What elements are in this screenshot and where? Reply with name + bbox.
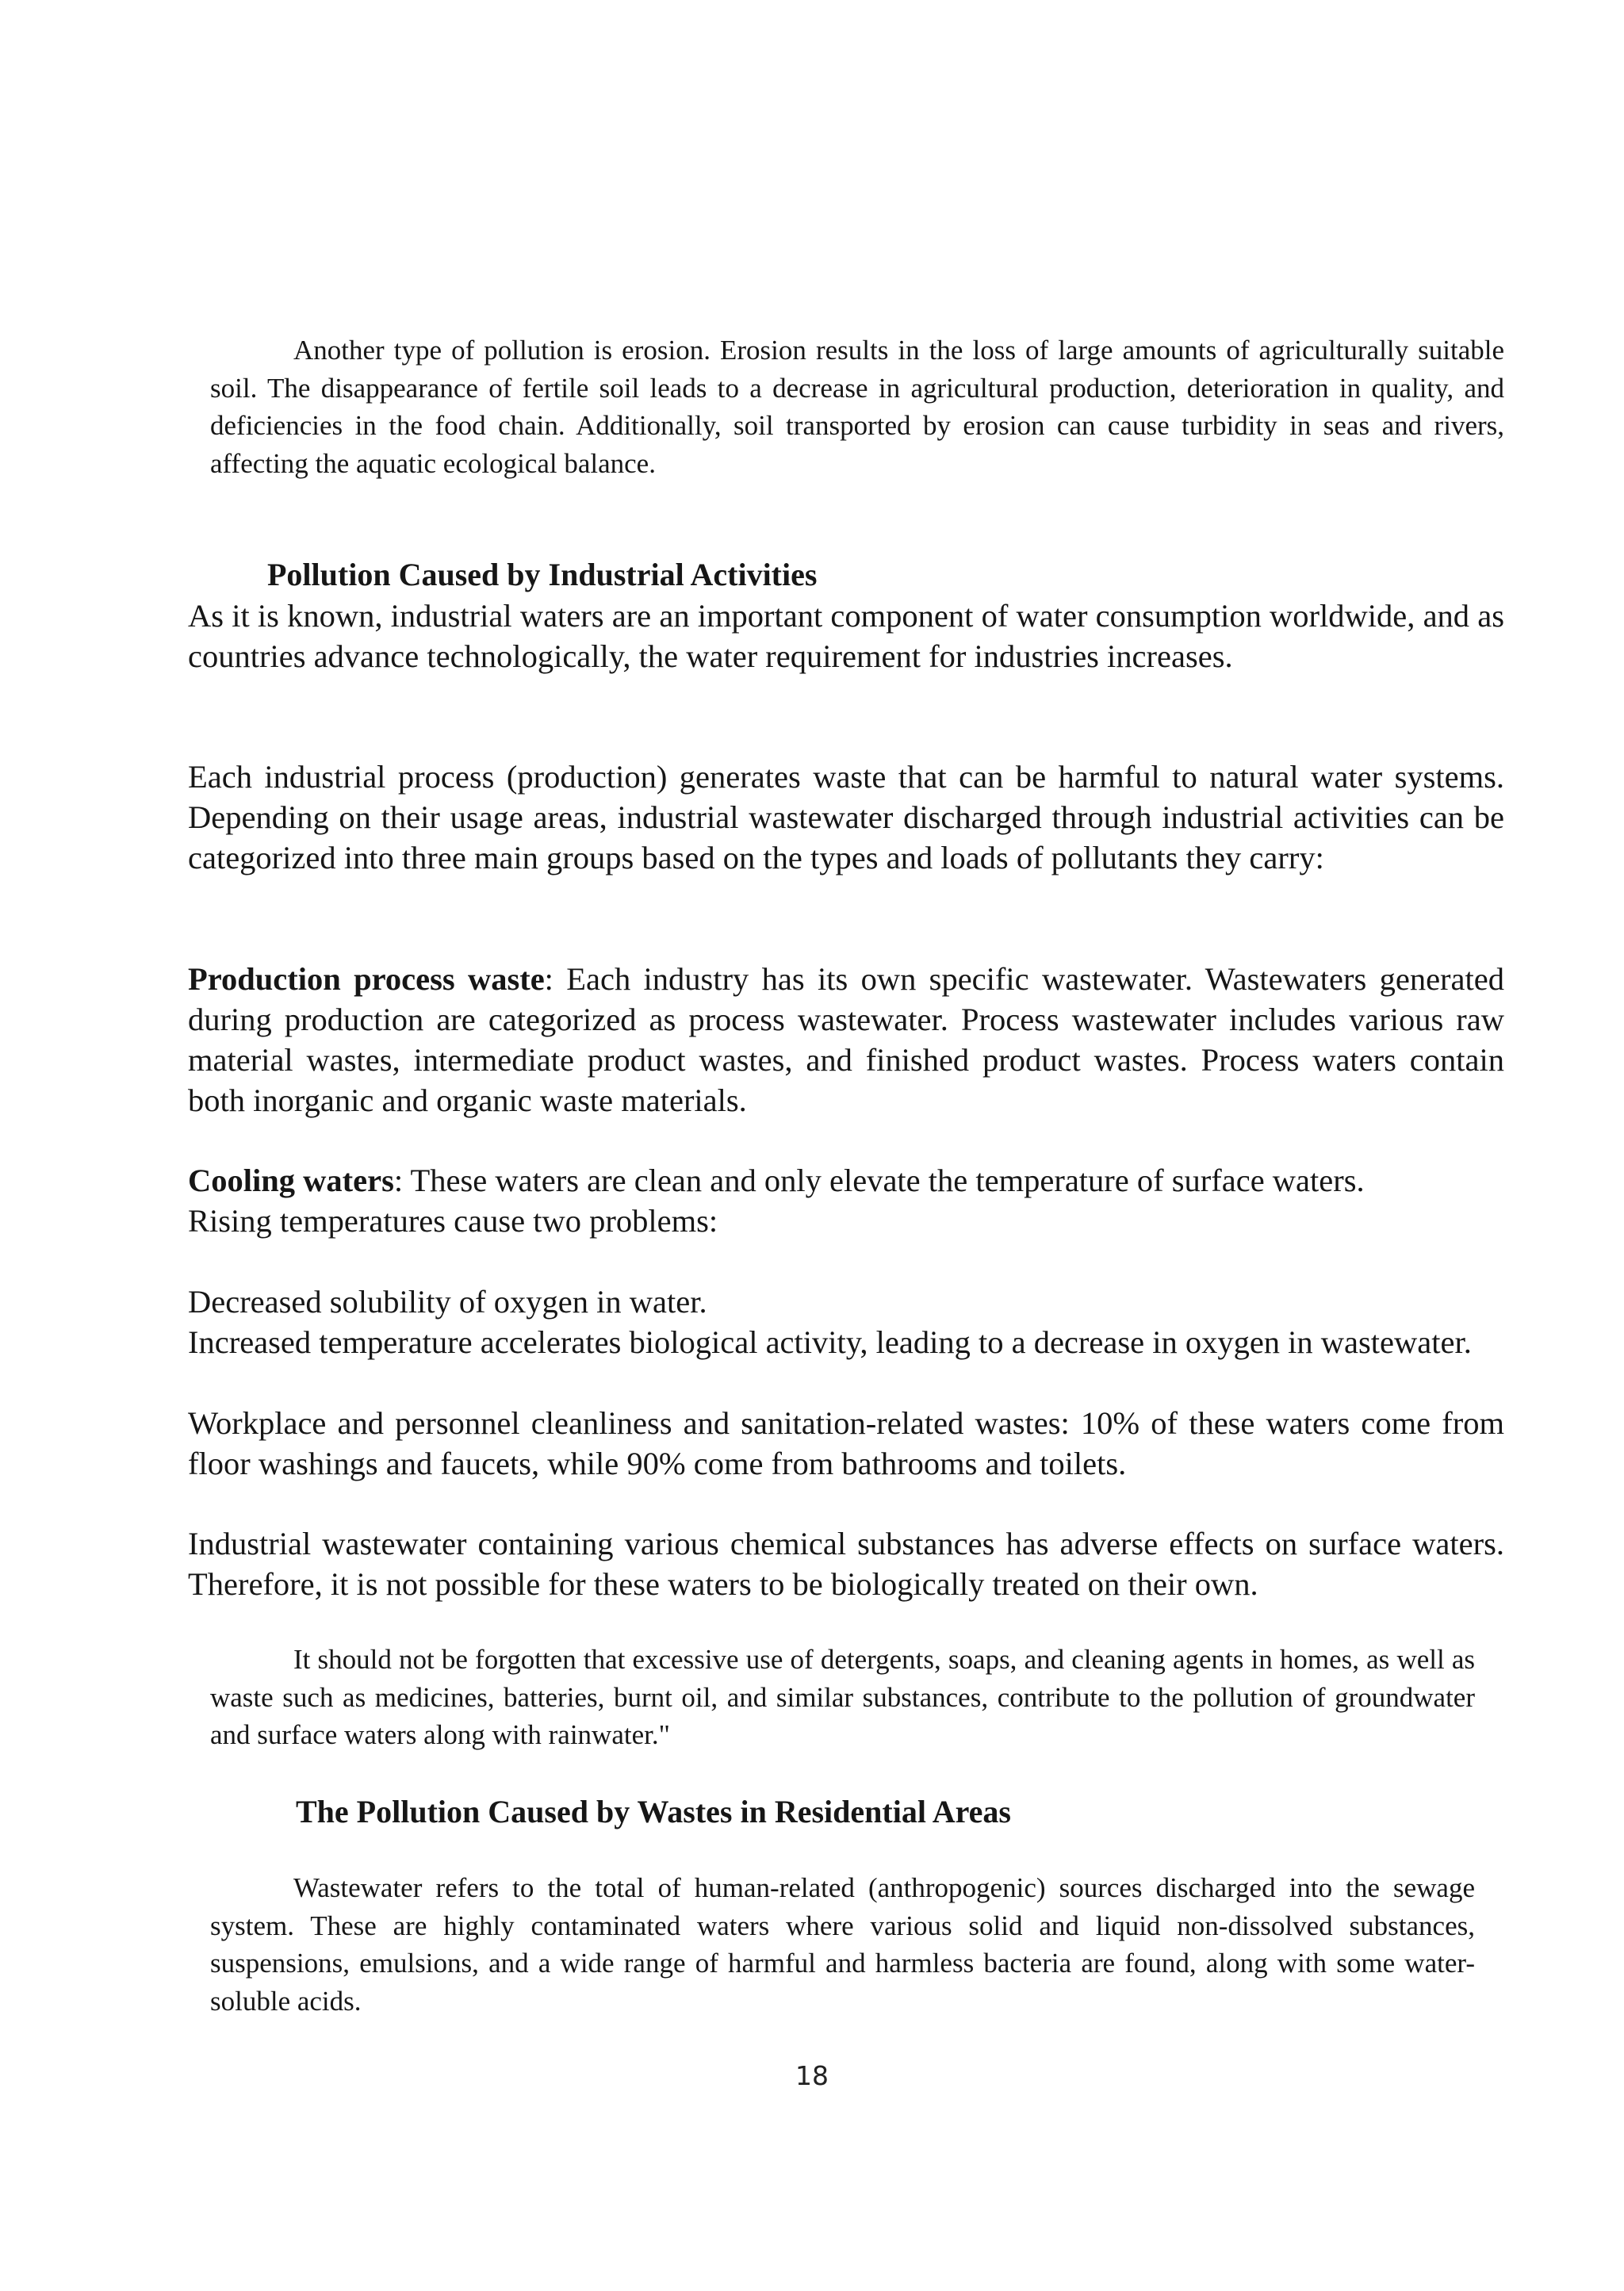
residential-areas-heading: The Pollution Caused by Wastes in Residential Areas	[296, 1794, 1011, 1829]
page-number: 18	[795, 2060, 829, 2091]
erosion-paragraph	[210, 331, 1504, 482]
industrial-activities-heading: Pollution Caused by Industrial Activities	[267, 557, 818, 592]
cooling-waters-text: : These waters are clean and only elevate the temperature of surface waters.	[393, 1163, 1365, 1198]
detergents-paragraph	[210, 1641, 1475, 1754]
production-process-label: Production process waste	[188, 961, 545, 997]
chemical-substances-paragraph: Industrial wastewater containing various chemical substances has adverse effects on surface waters. Therefore, it is not possible for these waters to be biologically treated on their own.	[188, 1526, 1504, 1602]
production-process-text: : Each industry has its own specific wastewater. Wastewaters generated during production are categorized as process wastewater. Process wastewater includes various raw material wastes, intermediate product wastes, and finished product wastes. Process waters contain both inorganic and organic waste materials.	[188, 961, 1504, 1118]
production-process-paragraph	[188, 959, 1504, 1121]
cooling-waters-line	[188, 1160, 1504, 1201]
rising-temperatures-line: Rising temperatures cause two problems:	[188, 1203, 718, 1239]
industrial-process-paragraph: Each industrial process (production) generates waste that can be harmful to natural water systems. Depending on their usage areas, industrial wastewater discharged through industrial activities can be categorized into three main groups based on the types and loads of pollutants they carry:	[188, 759, 1504, 875]
erosion-text: Another type of pollution is erosion. Erosion results in the loss of large amounts of agriculturally suitable soil. The disappearance of fertile soil leads to a decrease in agricultural production, deterioration in quality, and deficiencies in the food chain. Additionally, soil transported by erosion can cause turbidity in seas and rivers, affecting the aquatic ecological balance.	[210, 335, 1504, 479]
oxygen-solubility-line: Decreased solubility of oxygen in water.	[188, 1284, 707, 1320]
temperature-activity-paragraph: Increased temperature accelerates biological activity, leading to a decrease in oxygen in wastewater.	[188, 1324, 1472, 1360]
industrial-intro-paragraph: As it is known, industrial waters are an important component of water consumption worldwide, and as countries advance technologically, the water requirement for industries increases.	[188, 598, 1504, 674]
workplace-wastes-paragraph: Workplace and personnel cleanliness and sanitation-related wastes: 10% of these waters come from floor washings and faucets, while 90% come from bathrooms and toilets.	[188, 1405, 1504, 1481]
wastewater-text: Wastewater refers to the total of human-related (anthropogenic) sources discharged into the sewage system. These are highly contaminated waters where various solid and liquid non-dissolved substances, suspensions, emulsions, and a wide range of harmful and harmless bacteria are found, along with some water-soluble acids.	[210, 1872, 1475, 2017]
wastewater-paragraph	[210, 1869, 1475, 2020]
cooling-waters-label: Cooling waters	[188, 1163, 394, 1198]
detergents-text: It should not be forgotten that excessive use of detergents, soaps, and cleaning agents in homes, as well as waste such as medicines, batteries, burnt oil, and similar substances, contribute to the pollution of groundwater and surface waters along with rainwater."	[210, 1644, 1475, 1750]
